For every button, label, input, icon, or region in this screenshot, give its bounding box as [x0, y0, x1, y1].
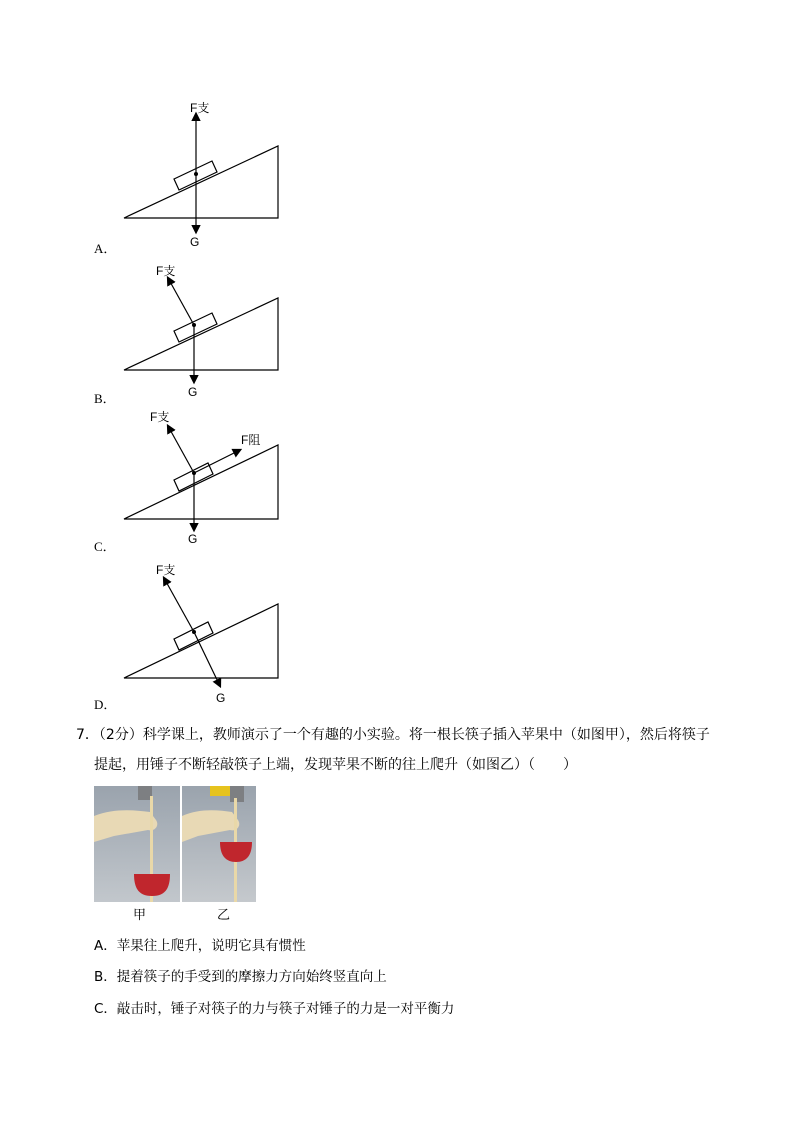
- option-b-label: B．: [94, 391, 116, 406]
- question-7-line-2: 提起，用锤子不断轻敲筷子上端，发现苹果不断的往上爬升（如图乙）（ ）: [94, 757, 577, 773]
- block: [174, 313, 217, 342]
- incline-triangle: [124, 146, 278, 218]
- photo-yi: [182, 786, 256, 902]
- gravity-label: G: [188, 532, 198, 546]
- choice-b: B．提着筷子的手受到的摩擦力方向始终竖直向上: [94, 969, 387, 985]
- diagram-option-a: [110, 100, 290, 250]
- caption-yi: 乙: [217, 908, 231, 923]
- choice-c: C．敲击时，锤子对筷子的力与筷子对锤子的力是一对平衡力: [94, 1001, 455, 1017]
- caption-jia: 甲: [133, 908, 147, 923]
- support-force-label: F支: [190, 101, 210, 115]
- incline-triangle: [124, 445, 278, 519]
- support-force-label: F支: [156, 563, 176, 577]
- support-force-label: F支: [156, 264, 176, 278]
- question-score: （2分）: [98, 727, 143, 743]
- block: [174, 622, 213, 650]
- question-number: 7．: [76, 727, 99, 743]
- question-text-1: 科学课上，教师演示了一个有趣的小实验。将一根长筷子插入苹果中（如图甲），然后将筷子: [142, 727, 710, 743]
- photo-jia: [94, 786, 180, 902]
- diagram-option-c: [110, 408, 290, 548]
- friction-label: F阻: [241, 433, 261, 447]
- friction-arrow: [194, 450, 240, 473]
- support-force-label: F支: [150, 410, 170, 424]
- diagram-option-b: [110, 262, 290, 402]
- support-force-arrow: [164, 578, 194, 632]
- diagram-option-d: [110, 560, 290, 708]
- gravity-label: G: [216, 691, 226, 705]
- incline-triangle: [124, 298, 278, 370]
- option-c-label: C．: [94, 539, 116, 554]
- question-7-line-1: [76, 720, 710, 750]
- support-force-arrow: [168, 426, 194, 473]
- option-a-label: A．: [94, 241, 117, 256]
- option-d-label: D．: [94, 697, 117, 712]
- choice-a: A．苹果往上爬升，说明它具有惯性: [94, 938, 306, 954]
- incline-triangle: [124, 604, 278, 678]
- hammer-head: [138, 786, 152, 800]
- support-force-arrow: [168, 278, 194, 325]
- gravity-label: G: [190, 235, 200, 249]
- gravity-label: G: [188, 385, 198, 399]
